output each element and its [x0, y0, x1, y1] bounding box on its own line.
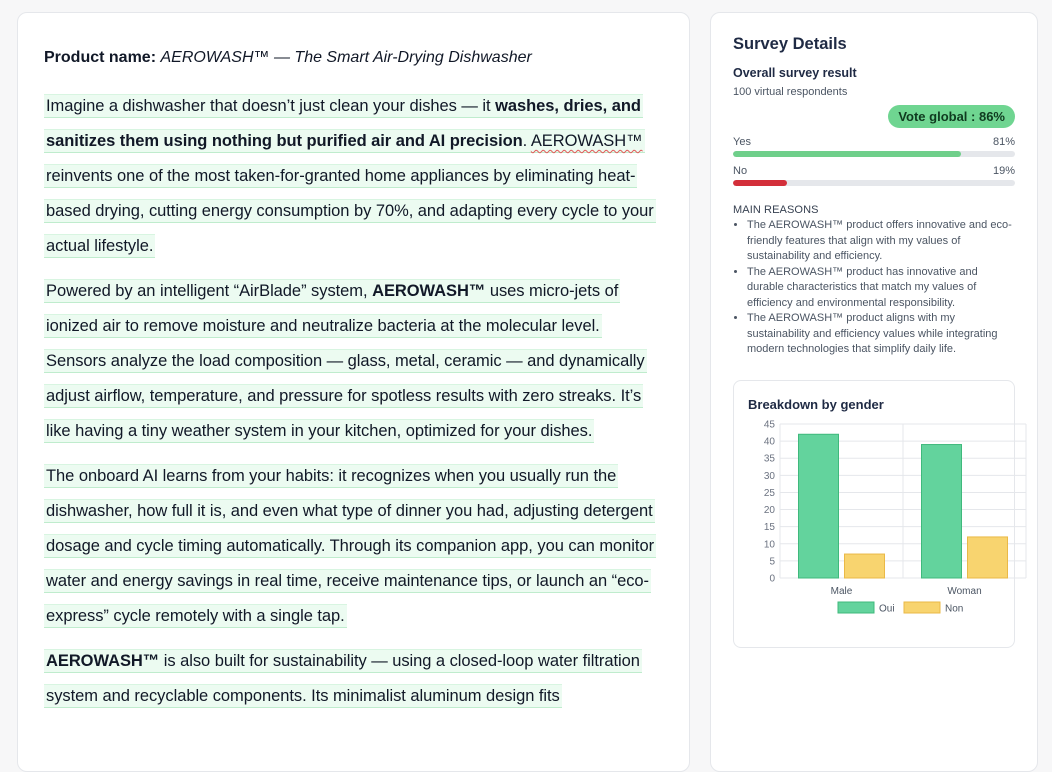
reason-item: • The AEROWASH™ product aligns with my sustainability and efficiency values while integrating modern technologies that simplify daily life.: [747, 311, 1015, 358]
product-name: [44, 47, 663, 69]
gender-bar-chart: [748, 416, 1030, 628]
survey-title: Survey Details: [733, 35, 847, 53]
p1-text-a: Imagine a dishwasher that doesn’t just clean your dishes — it: [46, 97, 496, 115]
bar-non-male: [845, 554, 885, 578]
highlight-3[interactable]: [44, 464, 656, 628]
yes-bar-track: [733, 151, 1015, 157]
p4-text: is also built for sustainability — using a closed-loop water filtration system and recyclable components. Its minimalist aluminum design fits: [46, 652, 640, 705]
y-tick-label: 5: [769, 555, 775, 567]
main-reasons-title: MAIN REASONS: [733, 204, 819, 216]
paragraph-3: [44, 459, 663, 634]
yes-bar-fill: [733, 151, 961, 157]
reason-item: • The AEROWASH™ product offers innovative and eco-friendly features that align with my values of sustainability and efficiency.: [747, 218, 1015, 265]
paragraph-2: [44, 274, 663, 449]
respondents-count: 100 virtual respondents: [733, 86, 848, 98]
no-percent: 19%: [992, 165, 1015, 177]
p4-brand: AEROWASH™: [46, 652, 160, 670]
p1-brand-misspelled: AEROWASH™: [530, 132, 643, 150]
y-tick-label: 0: [769, 573, 775, 584]
y-tick-label: 15: [763, 521, 775, 533]
y-tick-label: 20: [763, 504, 775, 516]
y-tick-label: 35: [763, 453, 775, 465]
y-tick-label: 45: [763, 419, 775, 430]
highlight-1[interactable]: [44, 94, 656, 258]
bar-oui-male: [799, 434, 839, 578]
no-label: No: [733, 165, 748, 177]
reason-item: • The AEROWASH™ product has innovative and durable characteristics that match my values of efficiency and environmental responsibility.: [747, 265, 1015, 312]
highlight-4[interactable]: [44, 649, 642, 708]
p1-text-c: .: [522, 132, 531, 150]
p2-text-a: Powered by an intelligent “AirBlade” system,: [46, 282, 373, 300]
y-tick-label: 10: [763, 538, 775, 550]
no-bar-fill: [733, 180, 787, 186]
yes-label: Yes: [733, 136, 751, 148]
y-tick-label: 30: [763, 470, 775, 482]
p3-text: The onboard AI learns from your habits: it recognizes when you usually run the dishwasher, how full it is, and even what type of dinner you had, adjusting detergent dosage and cycle timing automatically. Through its companion app, you can monitor water and energy savings in real time, receive maintenance tips, or launch an “eco-express” cycle remotely with a single tap.: [46, 467, 655, 625]
paragraph-1: [44, 89, 663, 264]
paragraph-4: [44, 644, 663, 714]
y-tick-label: 40: [763, 436, 775, 448]
gender-breakdown-card: [733, 380, 1015, 648]
p2-text-c: uses micro-jets of ionized air to remove moisture and neutralize bacteria at the molecular level. Sensors analyze the load composition — glass, metal, ceramic — and dynamically adjust airflow, temperature, and pressure for spotless results with zero streaks. It’s like having a tiny weather system in your kitchen, optimized for your dishes.: [46, 282, 645, 440]
no-row: [733, 165, 1015, 177]
y-tick-label: 25: [763, 487, 775, 499]
chart-title: Breakdown by gender: [748, 396, 884, 412]
legend-swatch-oui: [838, 602, 874, 613]
x-tick-label: Woman: [947, 585, 982, 597]
product-name-label: Product name:: [44, 49, 157, 66]
yes-row: [733, 136, 1015, 148]
main-reasons-list: [733, 218, 1015, 358]
legend-label-oui: Oui: [879, 603, 895, 614]
p1-text-e: reinvents one of the most taken-for-granted home appliances by eliminating heat-based drying, cutting energy consumption by 70%, and adapting every cycle to your actual lifestyle.: [46, 167, 654, 255]
bar-non-woman: [968, 536, 1008, 577]
p2-brand: AEROWASH™: [372, 282, 486, 300]
highlight-2[interactable]: [44, 279, 647, 443]
vote-global-badge: Vote global : 86%: [888, 105, 1015, 128]
x-tick-label: Male: [830, 585, 853, 597]
yes-percent: 81%: [992, 136, 1015, 148]
survey-details-panel: [710, 12, 1038, 772]
p1-bold: washes, dries, and sanitizes them using nothing but purified air and AI precision: [46, 97, 641, 150]
no-bar-track: [733, 180, 1015, 186]
overall-result-title: Overall survey result: [733, 66, 857, 80]
product-description-card: [17, 12, 690, 772]
legend-swatch-non: [904, 602, 940, 613]
legend-label-non: Non: [945, 603, 964, 614]
product-name-value: AEROWASH™ — The Smart Air-Drying Dishwasher: [160, 49, 532, 66]
bar-oui-woman: [922, 444, 962, 577]
